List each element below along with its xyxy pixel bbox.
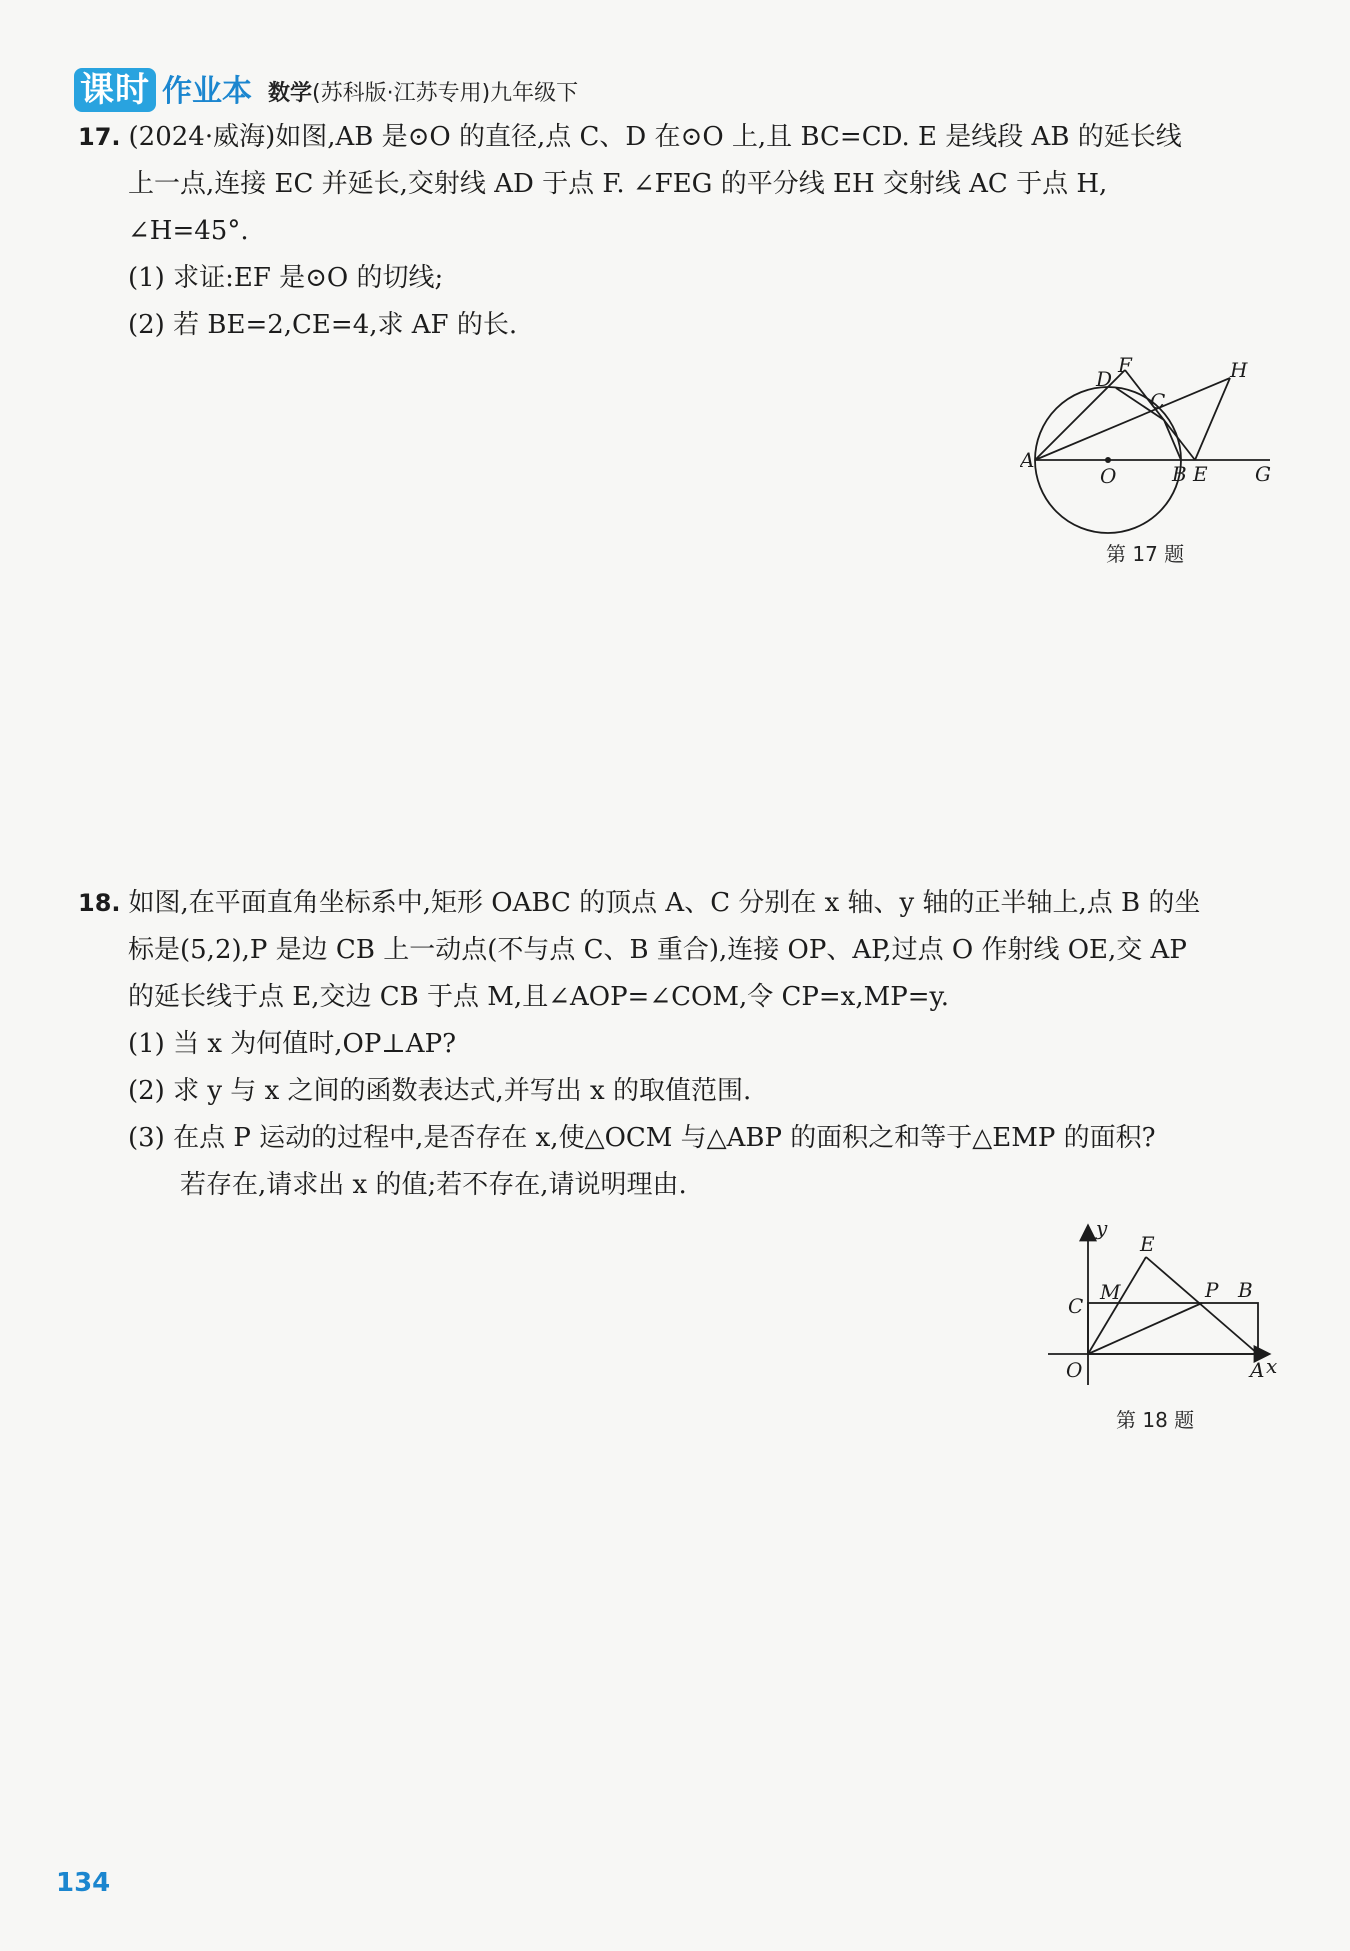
label-m: M [1100,1280,1121,1304]
problem-18 [78,880,1278,1209]
label-e18: E [1140,1232,1155,1256]
center-o-dot [1105,457,1111,463]
book-logo [74,68,252,112]
line-ae [1146,1257,1258,1354]
line-ef [1125,370,1195,460]
problem-17-question-1: (1) 求证:EF 是⊙O 的切线; [128,263,444,293]
label-o18: O [1066,1358,1083,1382]
figure-17-caption: 第 17 题 [1106,542,1185,566]
problem-18-question-2: (2) 求 y 与 x 之间的函数表达式,并写出 x 的取值范围. [128,1076,752,1106]
line-oe [1088,1257,1146,1354]
label-g: G [1255,462,1271,486]
figure-18-diagram [1040,1215,1280,1395]
problem-17-question-2: (2) 若 BE=2,CE=4,求 AF 的长. [128,310,518,340]
figure-18-caption: 第 18 题 [1116,1408,1195,1432]
label-y: y [1096,1216,1108,1240]
problem-17-line-1 [78,114,1278,161]
logo-box-text: 课时 [74,68,156,112]
problem-18-line-2: 标是(5,2),P 是边 CB 上一动点(不与点 C、B 重合),连接 OP、AP,过点 O 作射线 OE,交 AP [128,935,1187,965]
problem-17-line-3: ∠H=45°. [128,216,249,246]
problem-17 [78,114,1278,349]
problem-17-line-2: 上一点,连接 EC 并延长,交射线 AD 于点 F. ∠FEG 的平分线 EH 交射线 AC 于点 H, [128,169,1108,199]
label-c18: C [1068,1294,1084,1318]
logo-title-text: 作业本 [162,74,252,109]
problem-18-line-3: 的延长线于点 E,交边 CB 于点 M,且∠AOP=∠COM,令 CP=x,MP=y. [128,982,949,1012]
label-c: C [1150,389,1166,413]
label-b18: B [1238,1278,1253,1302]
problem-18-line-1 [78,880,1278,927]
label-a: A [1020,448,1035,472]
label-e: E [1193,462,1208,486]
problem-17-number: 17. [78,123,121,151]
line-op [1088,1303,1202,1354]
label-d: D [1096,367,1113,391]
edition-label: (苏科版·江苏专用)九年级下 [312,81,579,106]
problem-17-text-1: (2024·威海)如图,AB 是⊙O 的直径,点 C、D 在⊙O 上,且 BC=CD. E 是线段 AB 的延长线 [128,122,1182,152]
label-p: P [1205,1278,1219,1302]
label-f: F [1118,353,1132,377]
label-a18: A [1250,1358,1265,1382]
page-number: 134 [56,1868,111,1898]
subject-label: 数学 [268,81,313,106]
label-o: O [1100,464,1117,488]
problem-18-number: 18. [78,889,121,917]
problem-18-text-1: 如图,在平面直角坐标系中,矩形 OABC 的顶点 A、C 分别在 x 轴、y 轴的正半轴上,点 B 的坐 [128,888,1201,918]
problem-18-question-3: (3) 在点 P 运动的过程中,是否存在 x,使△OCM 与△ABP 的面积之和等于△EMP 的面积? [128,1123,1156,1153]
book-subtitle [268,76,578,112]
label-x: x [1266,1354,1278,1378]
figure-17-diagram [1020,350,1290,550]
label-h: H [1230,358,1248,382]
label-b: B [1172,462,1187,486]
page-header [74,64,578,112]
problem-18-question-3-cont: 若存在,请求出 x 的值;若不存在,请说明理由. [180,1170,687,1200]
problem-18-question-1: (1) 当 x 为何值时,OP⊥AP? [128,1029,457,1059]
